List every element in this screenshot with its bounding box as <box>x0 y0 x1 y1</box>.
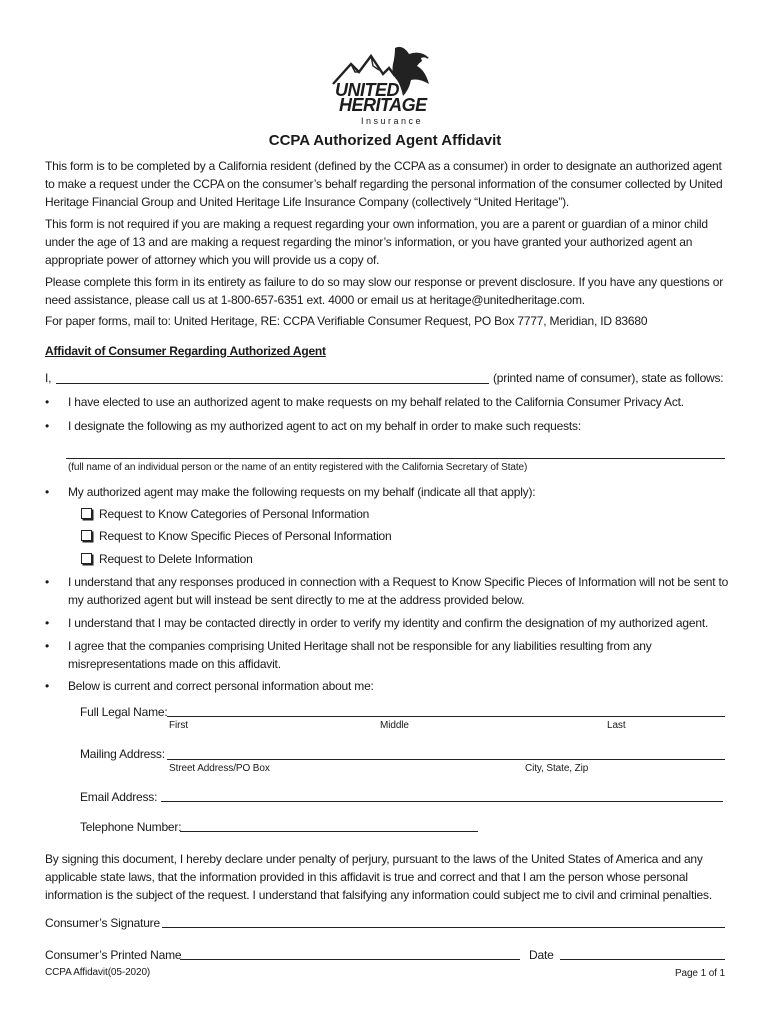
city-state-zip-caption: City, State, Zip <box>525 763 589 774</box>
logo-word-heritage: HERITAGE <box>339 95 427 115</box>
statement-personal-info-below: Below is current and correct personal information about me: <box>68 679 374 693</box>
affidavit-heading: Affidavit of Consumer Regarding Authorized Agent <box>45 344 326 358</box>
bullet-7-marker: • <box>45 679 50 693</box>
mailing-address-label: Mailing Address: <box>80 747 165 761</box>
last-name-caption: Last <box>607 720 626 731</box>
bullet-2-marker: • <box>45 419 50 433</box>
checkbox-know-specific-pieces[interactable] <box>81 530 92 541</box>
telephone-number-line[interactable] <box>180 831 478 832</box>
option-know-categories[interactable] <box>81 505 369 523</box>
perjury-declaration: By signing this document, I hereby declare under penalty of perjury, pursuant to the laws of the United States of America and any applicable state laws, that the information provided in this affidavit is true and correct and that I am the person whose personal information is the subject of the request. I understand that falsifying any information could subject me to civil and criminal penalties. <box>45 852 712 902</box>
consumer-signature-label: Consumer’s Signature <box>45 916 160 930</box>
logo-tagline: I n s u r a n c e <box>361 116 421 126</box>
full-legal-name-label: Full Legal Name: <box>80 705 168 719</box>
option-know-specific-pieces[interactable] <box>81 527 392 545</box>
full-legal-name-line[interactable] <box>167 716 725 717</box>
date-line[interactable] <box>560 959 725 960</box>
page-number: Page 1 of 1 <box>674 968 725 979</box>
checkbox-know-categories[interactable] <box>81 508 92 519</box>
statement-request-types: My authorized agent may make the following requests on my behalf (indicate all that apply): <box>68 485 536 499</box>
company-logo <box>325 44 445 130</box>
statement-responses-sent-to-me: I understand that any responses produced in connection with a Request to Know Specific Pieces of Information will not be sent to my authorized agent but will instead be sent directly to me at the address provided below. <box>68 575 729 607</box>
statement-no-liability: I agree that the companies comprising United Heritage shall not be responsible for any liabilities resulting from any misrepresentations made on this affidavit. <box>68 639 652 671</box>
date-label: Date <box>529 948 554 962</box>
statement-designate-agent: I designate the following as my authorized agent to act on my behalf in order to make such requests: <box>68 419 581 433</box>
bullet-1-marker: • <box>45 395 50 409</box>
option-know-categories-label: Request to Know Categories of Personal Information <box>99 507 370 521</box>
option-delete-information-label: Request to Delete Information <box>99 552 253 566</box>
bullet-4-marker: • <box>45 575 50 589</box>
email-address-line[interactable] <box>161 801 723 802</box>
form-id: CCPA Affidavit(05-2020) <box>45 967 151 978</box>
first-name-caption: First <box>169 720 188 731</box>
intro-paragraph-3: Please complete this form in its entirety as failure to do so may slow our response or prevent disclosure. If you have any questions or need assistance, please call us at 1-800-657-6351 ext. 4000 or email us at heritage@unitedheritage.com. <box>45 275 724 307</box>
i-prefix: I, <box>45 371 52 385</box>
bullet-5-marker: • <box>45 616 50 630</box>
statement-may-be-contacted: I understand that I may be contacted directly in order to verify my identity and confirm the designation of my authorized agent. <box>68 616 709 630</box>
intro-paragraph-4: For paper forms, mail to: United Heritage, RE: CCPA Verifiable Consumer Request, PO Box 7777, Meridian, ID 83680 <box>45 314 648 328</box>
logo-word-united: UNITED <box>335 80 399 100</box>
printed-name-label: Consumer’s Printed Name <box>45 948 182 962</box>
consumer-name-line[interactable] <box>56 383 489 384</box>
agent-name-line[interactable] <box>66 458 725 459</box>
intro-paragraph-2: This form is not required if you are making a request regarding your own information, you are a parent or guardian of a minor child under the age of 13 and are making a request regarding the minor’s information, or you have granted your authorized agent an appropriate power of attorney which you will provide us a copy of. <box>45 217 708 267</box>
printed-name-line[interactable] <box>180 959 520 960</box>
street-caption: Street Address/PO Box <box>169 763 270 774</box>
bullet-6-marker: • <box>45 639 50 653</box>
consumer-signature-line[interactable] <box>162 927 725 928</box>
telephone-number-label: Telephone Number: <box>80 820 182 834</box>
i-suffix: (printed name of consumer), state as follows: <box>493 371 724 385</box>
mailing-address-line[interactable] <box>167 759 725 760</box>
email-address-label: Email Address: <box>80 790 158 804</box>
bullet-3-marker: • <box>45 485 50 499</box>
agent-name-caption: (full name of an individual person or the name of an entity registered with the California Secretary of State) <box>68 462 528 473</box>
middle-name-caption: Middle <box>380 720 409 731</box>
intro-paragraph-1: This form is to be completed by a California resident (defined by the CCPA as a consumer) in order to designate an authorized agent to make a request under the CCPA on the consumer’s behalf regarding the personal information of the consumer collected by United Heritage Financial Group and United Heritage Life Insurance Company (collectively “United Heritage”). <box>45 159 723 209</box>
option-know-specific-pieces-label: Request to Know Specific Pieces of Personal Information <box>99 529 392 543</box>
page-title: CCPA Authorized Agent Affidavit <box>268 132 502 149</box>
checkbox-delete-information[interactable] <box>81 553 92 564</box>
option-delete-information[interactable] <box>81 550 253 568</box>
statement-elected-agent: I have elected to use an authorized agent to make requests on my behalf related to the California Consumer Privacy Act. <box>68 395 684 409</box>
